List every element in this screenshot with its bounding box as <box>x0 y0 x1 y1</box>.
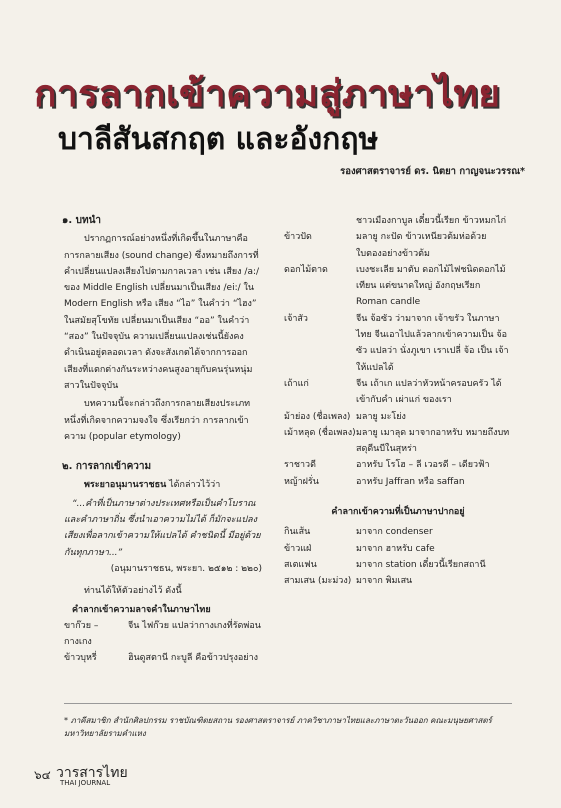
spoken-example-row <box>284 541 512 557</box>
examples-list-right <box>284 213 512 490</box>
journal-logo-english: THAI JOURNAL <box>60 779 111 787</box>
footnote: * ภาคีสมาชิก สำนักศิลปกรรม ราชบัณฑิตยสถาน รองศาสตราจารย์ ภาควิชาภาษาไทยและภาษาตะวันออก คณะมนุษยศาสตร์ มหาวิทยาลัยรามคำแหง <box>64 716 492 738</box>
example-row <box>284 311 512 376</box>
spoken-term: สเตแฟน <box>284 559 317 570</box>
example-term: เม้าหลุด (ชื่อเพลง) <box>284 427 356 438</box>
section-2-lead <box>64 477 262 493</box>
spoken-example-row <box>284 557 512 573</box>
spoken-definition: มาจาก พิมเสน <box>356 576 413 587</box>
article-title: การลากเข้าความสู่ภาษาไทย <box>34 72 501 115</box>
example-definition: มลายู กะปัด ข้าวเหนียวต้มห่อด้วยใบตองอย่างข้าวต้ม <box>356 232 487 259</box>
example-definition: ฮินดูสตานี กะบูลี คือข้าวปรุงอย่าง <box>128 653 259 664</box>
example-row <box>284 229 512 262</box>
section-1-paragraph-2: บทความนี้จะกล่าวถึงการกลายเสียงประเภทหนึ่งที่เกิดจากความจงใจ ซึ่งเรียกว่า การลากเข้าความ (popular etymology) <box>64 399 251 442</box>
spoken-term: ข้าวแฝ่ <box>284 543 312 554</box>
example-row <box>284 425 512 458</box>
examples-list-left <box>64 618 262 667</box>
example-definition: เบงชะเลีย มาตับ ดอกไม้ไฟชนิดดอกไม้เทียน แต่ขนาดใหญ่ อังกฤษเรียก Roman candle <box>356 264 506 308</box>
example-term <box>284 213 356 229</box>
example-row <box>284 213 512 229</box>
example-row <box>284 262 512 311</box>
example-term: ข้าวบุหรี่ <box>64 653 97 664</box>
example-definition: มลายู เมาลุด มาจากอาหรับ หมายถึงบทสดุดีนบีในสุหร่า <box>356 427 510 455</box>
example-definition: มลายู มะโย่ง <box>356 411 406 422</box>
example-row <box>284 474 512 490</box>
footnote-divider <box>64 703 512 704</box>
section-2-heading: ๒. การลากเข้าความ <box>62 461 152 473</box>
page-number: ๖๔ <box>34 768 51 782</box>
example-term: หญ้าฝรั่น <box>284 476 319 487</box>
example-term: ขาก๊วย – กางเกง <box>64 620 99 648</box>
example-definition: จีน ไฟก๊วย แปลว่ากางเกงที่รัดพ่อน <box>128 620 261 631</box>
section-2-lead-rest: ได้กล่าวไว้ว่า <box>166 480 221 491</box>
example-term: ราชาวดี <box>284 460 316 471</box>
spoken-definition: มาจาก ฮาหรับ cafe <box>356 543 435 554</box>
example-term: ข้าวปัด <box>284 232 312 243</box>
example-definition: ชาวเมืองกาบูล เดี๋ยวนี้เรียก ข้าวหมกไก่ <box>356 216 507 226</box>
spoken-examples-heading: คำลากเข้าความที่เป็นภาษาปากอยู่ <box>331 507 465 518</box>
article-subtitle: บาลีสันสกฤต และอังกฤษ <box>58 122 379 157</box>
example-definition: อาหรับ โรโฮ – ลี เวอรดี – เดียวฟ้า <box>356 460 490 471</box>
example-row <box>284 457 512 473</box>
section-1-heading: ๑. บทนำ <box>62 215 102 226</box>
spoken-examples-list <box>284 524 512 589</box>
example-row <box>284 409 512 425</box>
example-row <box>64 618 262 651</box>
example-term: ม้าย่อง (ชื่อเพลง) <box>284 411 351 422</box>
spoken-example-row <box>284 524 512 540</box>
spoken-definition: มาจาก station เดี๋ยวนี้เรียกสถานี <box>356 559 486 570</box>
cited-author: พระยาอนุมานราชธน <box>84 480 167 491</box>
example-definition: อาหรับ Jaffran หรือ saffan <box>356 476 465 487</box>
examples-heading: คำลากเข้าความลาจคำในภาษาไทย <box>72 604 211 615</box>
example-term: ดอกไม้ตาด <box>284 264 328 275</box>
example-definition: จีน จ้อซัว ว่ามาจาก เจ้าขรัว ในภาษาไทย จีนเอาไปแล้วลากเข้าความเป็น จ้อซัว แปลว่า นั่งภูเขา เราเปลี่ จ้อ เป็น เจ้า ให้แปลได้ <box>356 313 509 373</box>
author-line: รองศาสตราจารย์ ดร. นิตยา กาญจนะวรรณ* <box>340 166 525 177</box>
left-column <box>64 213 262 667</box>
example-row <box>64 650 262 666</box>
quotation: “...คำที่เป็นภาษาต่างประเทศหรือเป็นคำโบราณ และคำภาษาถิ่น ซึ่งนำเอาความไม่ได้ ก็มักจะแปลงเสียงเพื่อลากเข้าความให้แปลได้ คำชนิดนี้ มีอยู่ด้วยกันทุกภาษา...” <box>64 498 261 558</box>
spoken-term: กินเส้น <box>284 527 311 538</box>
spoken-definition: มาจาก condenser <box>356 527 433 538</box>
examples-intro: ท่านได้ให้ตัวอย่างไว้ ดังนี้ <box>84 586 182 597</box>
quotation-reference: (อนุมานราชธน, พระยา. ๒๕๑๒ : ๒๒๐) <box>110 563 262 574</box>
right-column <box>284 213 512 590</box>
journal-logo: วารสารไทย <box>56 765 128 781</box>
example-term: เจ้าสัว <box>284 313 308 324</box>
spoken-example-row <box>284 573 512 589</box>
section-1-paragraph-1: ปรากฏการณ์อย่างหนึ่งที่เกิดขึ้นในภาษาคือ การกลายเสียง (sound change) ซึ่งหมายถึงการที่คำเปลี่ยนแปลงเสียงไปตามกาลเวลา เช่น เสียง /a:/ ของ Middle English เปลี่ยนมาเป็นเสียง /ei:/ ใน Modern English หรือ เสียง “ไอ” ในคำว่า “ไฮง” ในสมัยสุโขทัย เปลี่ยนมาเป็นเสียง “ออ” ในคำว่า “สอง” ในปัจจุบัน ความเปลี่ยนแปลงเช่นนี้ยังคงดำเนินอยู่ตลอดเวลา ดังจะสังเกตได้จากการออกเสียงที่แตกต่างกันระหว่างคนสูงอายุกับคนรุ่นหนุ่มสาวในปัจจุบัน <box>64 234 260 391</box>
example-term: เถ้าแก่ <box>284 378 309 389</box>
spoken-term: สามเสน (มะม่วง) <box>284 576 352 587</box>
example-row <box>284 376 512 409</box>
example-definition: จีน เถ้าเก แปลว่าหัวหน้าครอบครัว ได้เข้ากับคำ เผ่าแก่ ของเรา <box>356 378 502 406</box>
